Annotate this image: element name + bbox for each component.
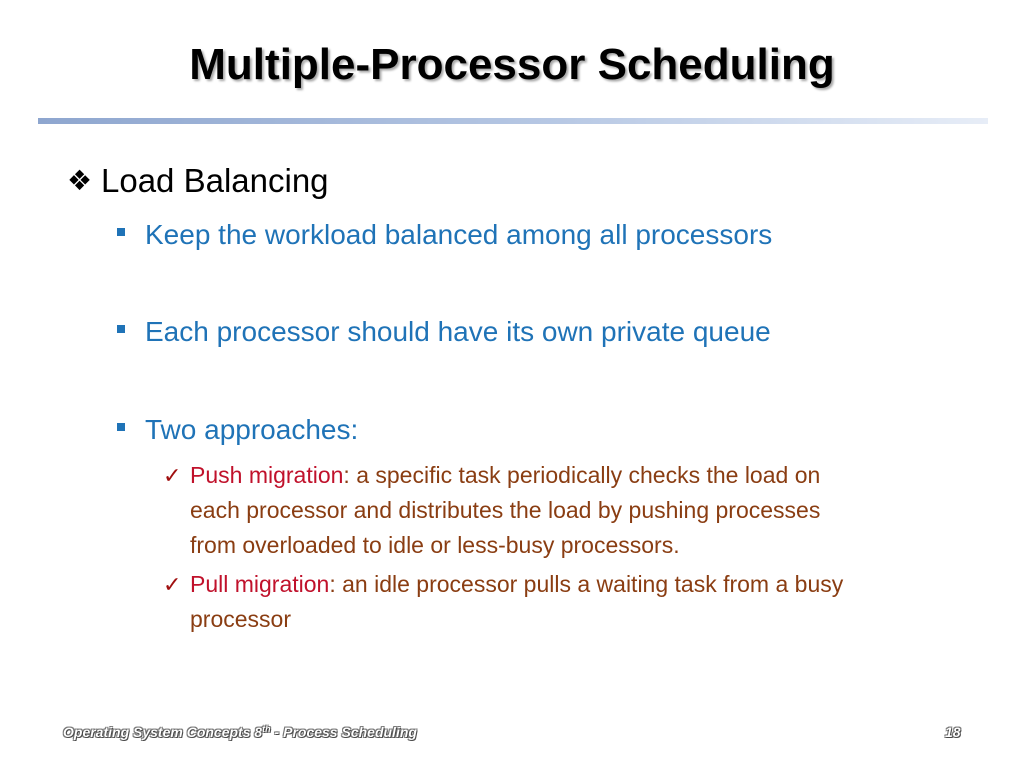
checkmark-icon: ✓ — [163, 572, 182, 597]
title-divider — [38, 118, 988, 124]
approach-line: from overloaded to idle or less-busy processors. — [190, 532, 680, 558]
section-heading-text: Load Balancing — [101, 162, 329, 199]
footer-course — [63, 724, 417, 740]
square-bullet-icon — [117, 325, 125, 333]
footer-course-suffix: - Process Scheduling — [270, 724, 417, 740]
approach-term: Pull migration — [190, 571, 330, 597]
approach-push-migration — [163, 458, 963, 563]
approach-term: Push migration — [190, 462, 344, 488]
bullet-text: Each processor should have its own private queue — [145, 316, 771, 347]
approach-text: : a specific task periodically checks the load on — [343, 462, 821, 488]
section-heading — [67, 162, 329, 200]
footer-course-sup: th — [262, 724, 271, 734]
diamond-four-icon: ❖ — [67, 165, 93, 196]
bullet-point — [117, 414, 358, 446]
approach-line: each processor and distributes the load by pushing processes — [190, 497, 821, 523]
slide-title: Multiple-Processor Scheduling — [189, 40, 835, 89]
approach-line — [163, 458, 963, 493]
footer-course-prefix: Operating System Concepts 8 — [63, 724, 263, 740]
approach-line: processor — [190, 606, 291, 632]
bullet-point — [117, 316, 771, 348]
bullet-text: Two approaches: — [145, 414, 359, 445]
approach-pull-migration — [163, 567, 963, 637]
page-number: 18 — [945, 724, 961, 740]
checkmark-icon: ✓ — [163, 463, 182, 488]
approach-text: : an idle processor pulls a waiting task from a busy — [329, 571, 844, 597]
bullet-text: Keep the workload balanced among all processors — [145, 219, 773, 250]
square-bullet-icon — [117, 423, 125, 431]
square-bullet-icon — [117, 228, 125, 236]
bullet-point — [117, 219, 772, 251]
approach-line — [163, 567, 963, 602]
